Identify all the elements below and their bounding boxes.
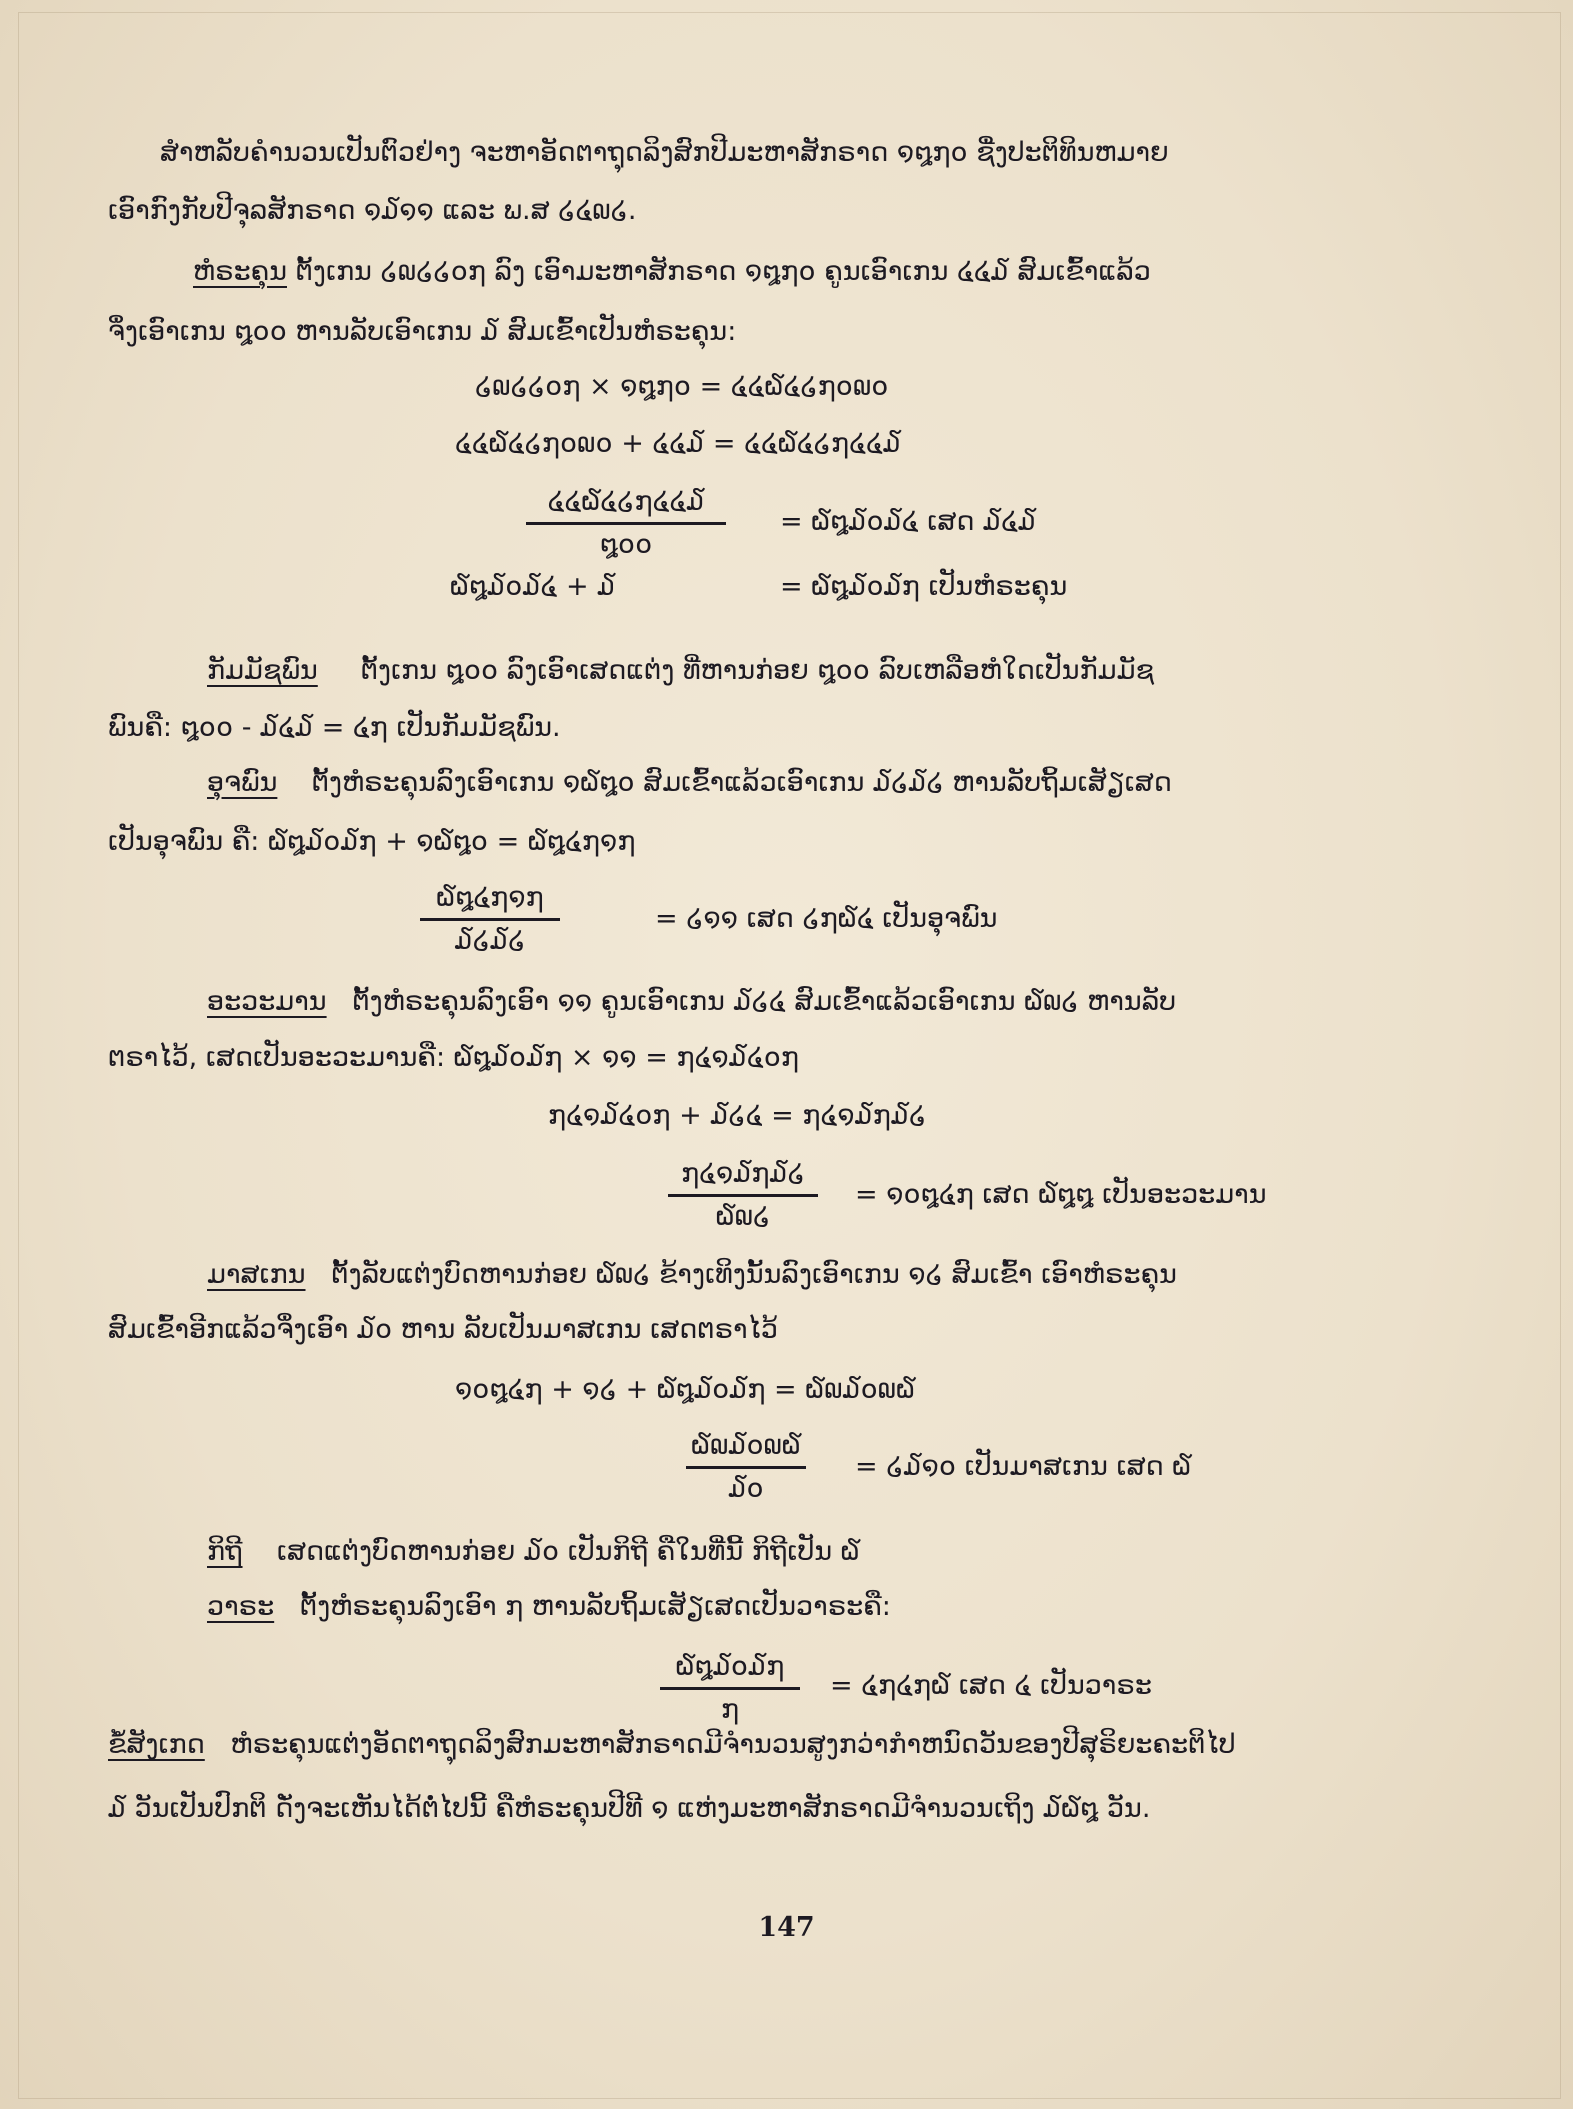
kathi-section <box>207 1532 860 1572</box>
wara-fraction-denominator: ໗ <box>720 1694 740 1725</box>
masakan-term: ມາສເກນ <box>207 1259 306 1290</box>
uchaphon-line-1: ຕັ້ງຫໍຣະຄຸນລົງເອົາເກນ ໑໖໘໐ ສົມເຂົ້າແລ້ວເອົາເກນ ໓໒໓໒ ຫານລັບຖິ້ມເສັຽເສດ <box>311 767 1172 798</box>
tharakhun-fraction-result: = ໖໘໓໐໓໔ ເສດ ໓໔໓ <box>780 506 1037 537</box>
tharakhun-section <box>193 252 1151 292</box>
khosangkhet-section <box>108 1725 1236 1765</box>
tharakhun-term: ຫໍຣະຄຸນ <box>193 256 287 287</box>
awaman-section <box>207 982 1176 1022</box>
intro-line-2: ເອົາກົງກັບປີຈຸລສັກຣາດ ໑໓໑໑ ແລະ ພ.ສ ໒໔໙໒. <box>108 195 637 226</box>
kammachaphon-term: ກັມມັຊພົນ <box>207 655 318 686</box>
khosangkhet-line-2: ໓ ວັນເປັນປົກຕິ ດັ່ງຈະເຫັນໄດ້ຕໍ່ໄປນີ້ ຄືຫໍຣະຄຸນປີທີ ໑ ແຫ່ງມະຫາສັກຣາດມີຈຳນວນເຖິງ ໓໖໘ ວັນ. <box>108 1793 1151 1824</box>
tharakhun-equation-4-left: ໖໘໓໐໓໔ + ໓ <box>450 571 616 602</box>
masakan-equation-1: ໑໐໘໔໗ + ໑໒ + ໖໘໓໐໓໗ = ໖໙໓໐໙໖ <box>455 1374 916 1405</box>
tharakhun-fraction-denominator: ໘໐໐ <box>599 529 653 560</box>
page-number: 147 <box>758 1912 815 1943</box>
uchaphon-fraction-denominator: ໓໒໓໒ <box>454 925 526 956</box>
khosangkhet-line-1: ຫໍຣະຄຸນແຕ່ງອັດຕາຖຸດລິງສົກມະຫາສັກຣາດມີຈຳນວນສູງກວ່າກຳຫນົດວັນຂອງປີສຸຣິຍະຄະຕິໄປ <box>230 1729 1236 1760</box>
awaman-term: ອະວະມານ <box>207 986 327 1017</box>
awaman-fraction-result: = ໑໐໘໔໗ ເສດ ໖໘໘ ເປັນອະວະມານ <box>855 1179 1267 1210</box>
tharakhun-equation-4-right: = ໖໘໓໐໓໗ ເປັນຫໍຣະຄຸນ <box>780 571 1068 602</box>
tharakhun-equation-1: ໒໙໒໒໐໗ × ໑໘໗໐ = ໔໔໖໔໒໗໐໙໐ <box>475 371 889 402</box>
kathi-term: ກິຖີ <box>207 1536 243 1567</box>
uchaphon-line-2: ເປັນອຸຈພົນ ຄື: ໖໘໓໐໓໗ + ໑໖໘໐ = ໖໘໔໗໑໗ <box>108 826 636 857</box>
uchaphon-fraction-result: = ໒໑໑ ເສດ ໒໗໖໔ ເປັນອຸຈພົນ <box>655 903 998 934</box>
masakan-line-1: ຕັ້ງລັບແຕ່ງບົດຫານກ່ອຍ ໖໙໒ ຂ້າງເທິງນັ້ນລົງເອົາເກນ ໑໒ ສົມເຂົ້າ ເອົາຫໍຣະຄຸນ <box>331 1259 1177 1290</box>
wara-fraction-numerator: ໖໘໓໐໓໗ <box>660 1649 800 1690</box>
awaman-line-2: ຕຣາໄວ້, ເສດເປັນອະວະມານຄື: ໖໘໓໐໓໗ × ໑໑ = ໗໔໑໓໔໐໗ <box>108 1042 800 1073</box>
wara-term: ວາຣະ <box>207 1591 275 1622</box>
masakan-line-2: ສົມເຂົ້າອີກແລ້ວຈຶ່ງເອົາ ໓໐ ຫານ ລັບເປັນມາສເກນ ເສດຕຣາໄວ້ <box>108 1314 778 1345</box>
tharakhun-line-2: ຈຶ່ງເອົາເກນ ໘໐໐ ຫານລັບເອົາເກນ ໓ ສົມເຂົ້າເປັນຫໍຣະຄຸນ: <box>108 316 737 347</box>
wara-fraction-result: = ໔໗໔໗໖ ເສດ ໔ ເປັນວາຣະ <box>830 1670 1152 1701</box>
masakan-fraction-denominator: ໓໐ <box>728 1473 764 1504</box>
awaman-line-1: ຕັ້ງຫໍຣະຄຸນລົງເອົາ ໑໑ ຄູນເອົາເກນ ໓໒໔ ສົມເຂົ້າແລ້ວເອົາເກນ ໖໙໒ ຫານລັບ <box>352 986 1177 1017</box>
wara-line-1: ຕັ້ງຫໍຣະຄຸນລົງເອົາ ໗ ຫານລັບຖິ້ມເສັຽເສດເປັນວາຣະຄື: <box>299 1591 891 1622</box>
awaman-fraction <box>668 1156 818 1235</box>
uchaphon-term: ອຸຈພົນ <box>207 767 278 798</box>
wara-section <box>207 1587 891 1627</box>
khosangkhet-term: ຂໍ້ສັງເກດ <box>108 1729 205 1760</box>
uchaphon-fraction <box>420 880 560 959</box>
uchaphon-fraction-numerator: ໖໘໔໗໑໗ <box>420 880 560 921</box>
masakan-fraction <box>686 1428 806 1507</box>
wara-fraction <box>660 1649 800 1728</box>
awaman-fraction-numerator: ໗໔໑໓໗໓໒ <box>668 1156 818 1197</box>
kathi-line-1: ເສດແຕ່ງບົດຫານກ່ອຍ ໓໐ ເປັນກິຖີ ຄືໃນທີ່ນີ້ ກິຖີເປັນ ໖ <box>276 1536 860 1567</box>
masakan-fraction-result: = ໒໓໑໐ ເປັນມາສເກນ ເສດ ໖ <box>855 1451 1192 1482</box>
tharakhun-fraction-numerator: ໔໔໖໔໒໗໔໔໓ <box>526 484 726 525</box>
kammachaphon-section <box>207 651 1154 691</box>
tharakhun-line-1: ຕັ້ງເກນ ໒໙໒໒໐໗ ລົງ ເອົາມະຫາສັກຣາດ ໑໘໗໐ ຄູນເອົາເກນ ໔໔໓ ສົມເຂົ້າແລ້ວ <box>295 256 1151 287</box>
uchaphon-section <box>207 763 1172 803</box>
masakan-section <box>207 1255 1177 1295</box>
kammachaphon-line-1: ຕັ້ງເກນ ໘໐໐ ລົງເອົາເສດແຕ່ງ ທີ່ຫານກ່ອຍ ໘໐໐ ລົບເຫລືອຫໍໃດເປັນກັມມັຊ <box>360 655 1155 686</box>
awaman-fraction-denominator: ໖໙໒ <box>715 1201 771 1232</box>
tharakhun-equation-2: ໔໔໖໔໒໗໐໙໐ + ໔໔໓ = ໔໔໖໔໒໗໔໔໓ <box>455 428 901 459</box>
awaman-equation-1: ໗໔໑໓໔໐໗ + ໓໒໔ = ໗໔໑໓໗໓໒ <box>548 1100 927 1131</box>
intro-line-1: ສຳຫລັບຄຳນວນເປັນຕົວຢ່າງ ຈະຫາອັດຕາຖຸດລິງສົກປີມະຫາສັກຣາດ ໑໘໗໐ ຊື່ງປະຕິທິນຫມາຍ <box>160 137 1169 168</box>
tharakhun-fraction <box>526 484 726 563</box>
masakan-fraction-numerator: ໖໙໓໐໙໖ <box>686 1428 806 1469</box>
kammachaphon-line-2: ພົນຄື: ໘໐໐ - ໓໔໓ = ໔໗ ເປັນກັມມັຊພົນ. <box>108 712 561 743</box>
